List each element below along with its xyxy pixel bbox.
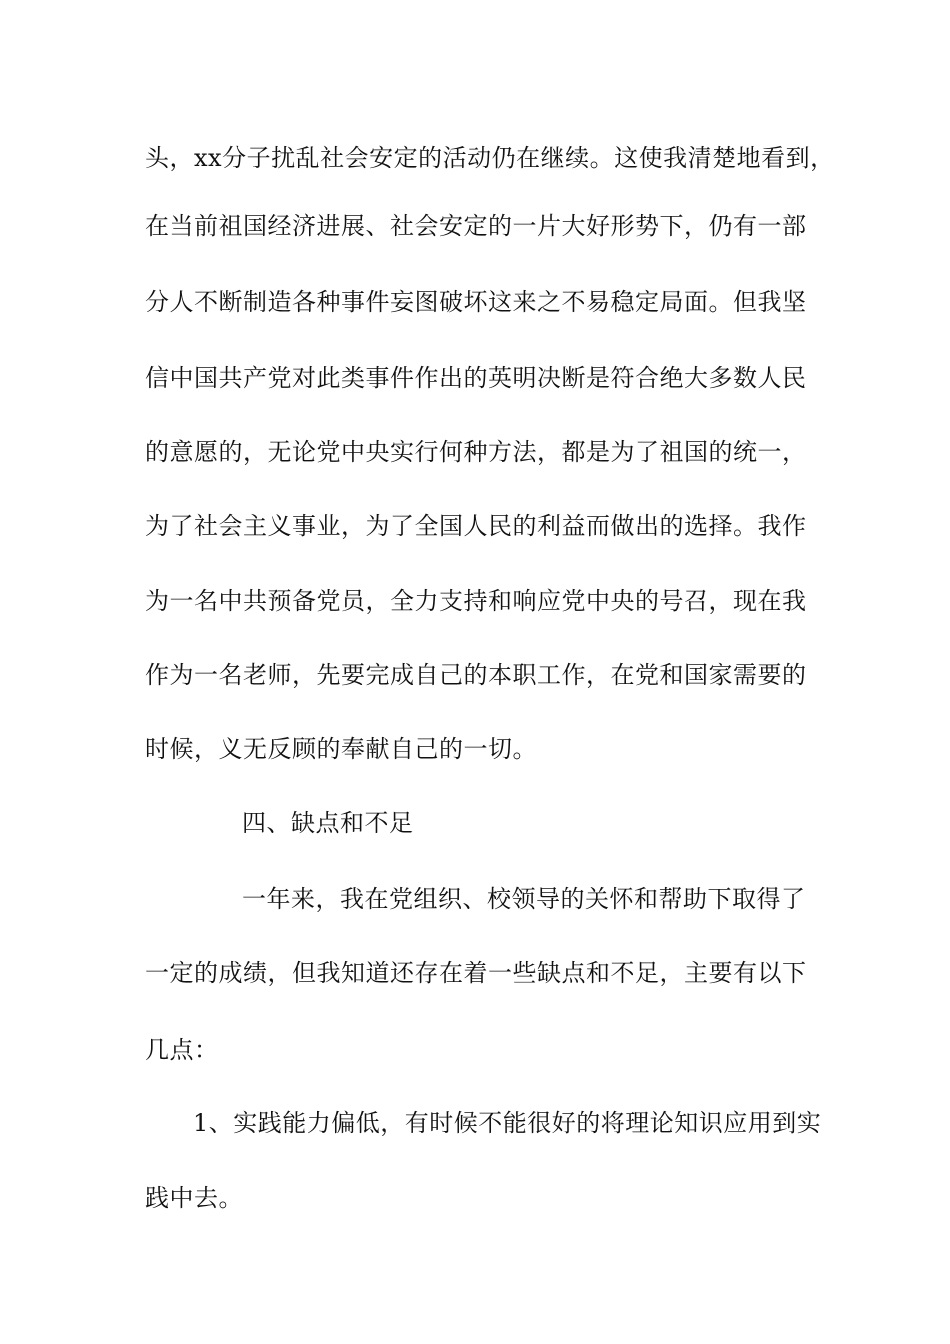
section-heading: 四、缺点和不足: [242, 809, 414, 837]
text-line: 分人不断制造各种事件妄图破坏这来之不易稳定局面。但我坚: [145, 288, 807, 316]
text-line: 一年来，我在党组织、校领导的关怀和帮助下取得了: [242, 885, 806, 913]
text-line: 在当前祖国经济进展、社会安定的一片大好形势下，仍有一部: [145, 212, 807, 240]
text-line: 一定的成绩，但我知道还存在着一些缺点和不足，主要有以下: [145, 959, 807, 987]
text-line: 几点：: [145, 1036, 219, 1064]
text-line: 践中去。: [145, 1184, 243, 1212]
text-line: 时候，义无反顾的奉献自己的一切。: [145, 735, 537, 763]
text-line: 信中国共产党对此类事件作出的英明决断是符合绝大多数人民: [145, 364, 807, 392]
text-line: 为一名中共预备党员，全力支持和响应党中央的号召，现在我: [145, 587, 807, 615]
text-line: 头，xx分子扰乱社会安定的活动仍在继续。这使我清楚地看到，: [145, 144, 835, 172]
text-line: 为了社会主义事业，为了全国人民的利益而做出的选择。我作: [145, 512, 807, 540]
text-line: 的意愿的，无论党中央实行何种方法，都是为了祖国的统一，: [145, 438, 807, 466]
text-line: 作为一名老师，先要完成自己的本职工作，在党和国家需要的: [145, 661, 807, 689]
list-item: 1、实践能力偏低，有时候不能很好的将理论知识应用到实: [193, 1109, 822, 1137]
